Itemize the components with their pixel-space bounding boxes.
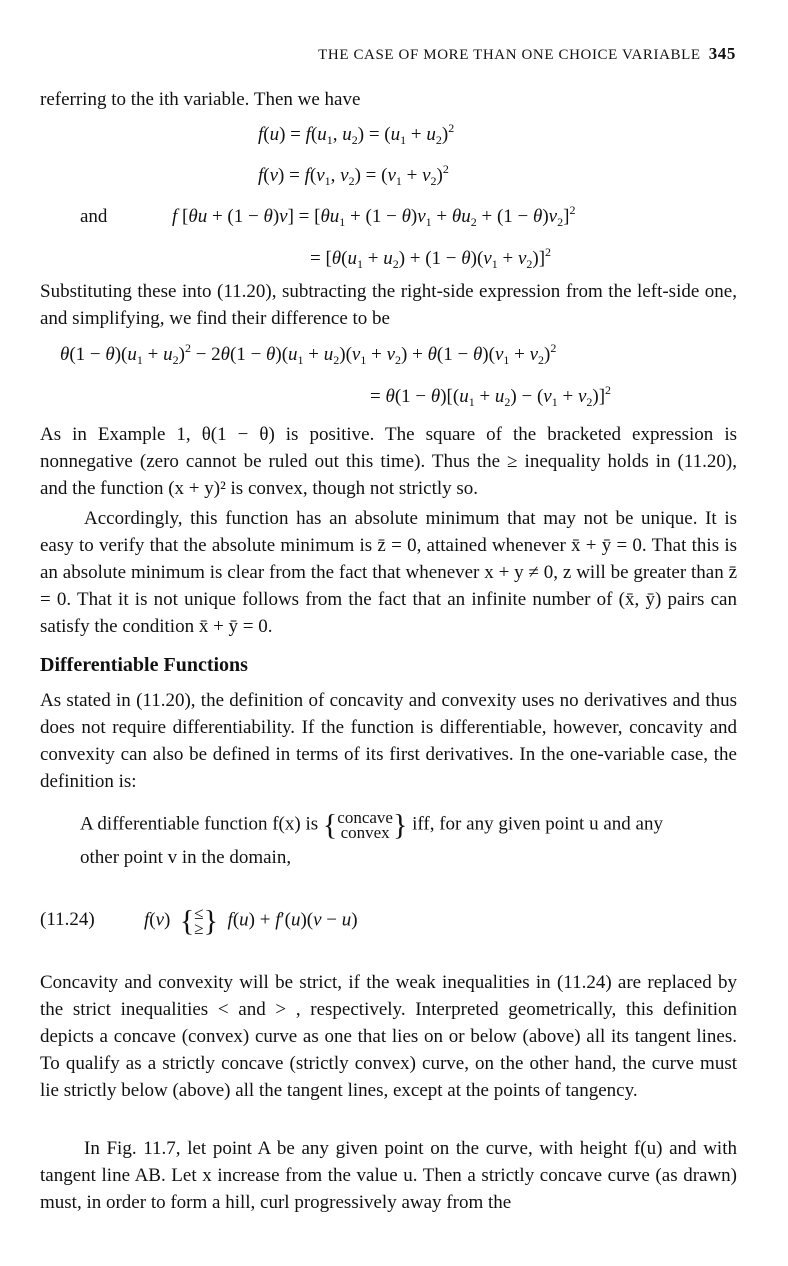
equation-f-u: $f(u) = f(u_1$, $u_2) = (u_1 + u_2)^2$	[258, 121, 455, 147]
equation-tangent: f(v) {≤ ≥} f(u) + f′(u)(v − u)	[144, 904, 358, 938]
equation-f-theta-simplified: = $[\theta(u_1 + u_2) + (1 - \theta)(v_1 + v_2)]^2$	[310, 245, 552, 271]
equation-difference-simplified: = $\theta(1 - \theta)[(u_1 + u_2) - (v_1 + v_2)]^2$	[370, 383, 612, 409]
equation-f-theta: f $[\theta u + (1 - \theta)v] = [\theta u_1 + (1 - \theta)v_1 + \theta u_2 + (1 - \theta)v_2]^2$	[172, 203, 576, 229]
definition-line-2: other point v in the domain,	[80, 847, 292, 868]
paragraph-accordingly: Accordingly, this function has an absolute minimum that may not be unique. It is easy to verify that the absolute minimum is z̄ = 0, attained whenever x̄ + ȳ = 0. That this is an absolute minimum is clear from the fact that whenever x + y ≠ 0, z will be greater than z̄ = 0. That it is not unique follows from the fact that an infinite number of (x̄, ȳ) pairs can satisfy the condition x̄ + ȳ = 0.	[40, 508, 737, 637]
paragraph-substituting: Substituting these into (11.20), subtracting the right-side expression from the left-side one, and simplifying, we find their difference to be	[40, 281, 737, 329]
paragraph-concavity: Concavity and convexity will be strict, if the weak inequalities in (11.24) are replaced by the strict inequalities < and > , respectively. Interpreted geometrically, this definition depicts a concave (convex) curve as one that lies on or below (above) all its tangent lines. To qualify as a strictly concave (strictly convex) curve, on the other hand, the curve must lie strictly below (above) all the tangent lines, except at the points of tangency.	[40, 972, 737, 1101]
equation-and-label: and	[80, 206, 108, 227]
running-header	[318, 40, 736, 69]
definition-line: A differentiable function f(x) is {concave convex } iff, for any given point u and any	[80, 808, 663, 842]
running-title: THE CASE OF MORE THAN ONE CHOICE VARIABLE	[318, 47, 701, 63]
equation-label: (11.24)	[40, 909, 95, 930]
equation-difference: $\theta(1 - \theta)(u_1 + u_2)^2 - 2\theta(1 - \theta)(u_1 + u_2)(v_1 + v_2) + \theta(1 - \theta)(v_1 + v_2)^2$	[60, 341, 557, 367]
page-number: 345	[708, 44, 736, 63]
intro-line: referring to the ith variable. Then we have	[40, 89, 361, 110]
section-heading: Differentiable Functions	[40, 654, 248, 676]
definition-end: iff, for any given point u and any	[412, 813, 663, 835]
equation-f-v: $f(v) = f(v_1$, $v_2) = (v_1 + v_2)^2$	[258, 162, 449, 188]
paragraph-fig: In Fig. 11.7, let point A be any given point on the curve, with height f(u) and with tangent line AB. Let x increase from the value u. Then a strictly concave curve (as drawn) must, in order to form a hill, curl progressively away from the	[40, 1138, 737, 1213]
paragraph-stated: As stated in (11.20), the definition of concavity and convexity uses no derivatives and thus does not require differentiability. If the function is differentiable, however, concavity and convexity can also be defined in terms of its first derivatives. In the one-variable case, the definition is:	[40, 690, 737, 792]
definition-convex: convex	[340, 823, 390, 842]
paragraph-example: As in Example 1, θ(1 − θ) is positive. The square of the bracketed expression is nonnegative (zero cannot be ruled out this time). Thus the ≥ inequality holds in (11.20), and the function (x + y)² is convex, though not strictly so.	[40, 424, 737, 499]
definition-concave: concave	[337, 808, 393, 827]
definition-start: A differentiable function f(x) is	[80, 813, 319, 835]
